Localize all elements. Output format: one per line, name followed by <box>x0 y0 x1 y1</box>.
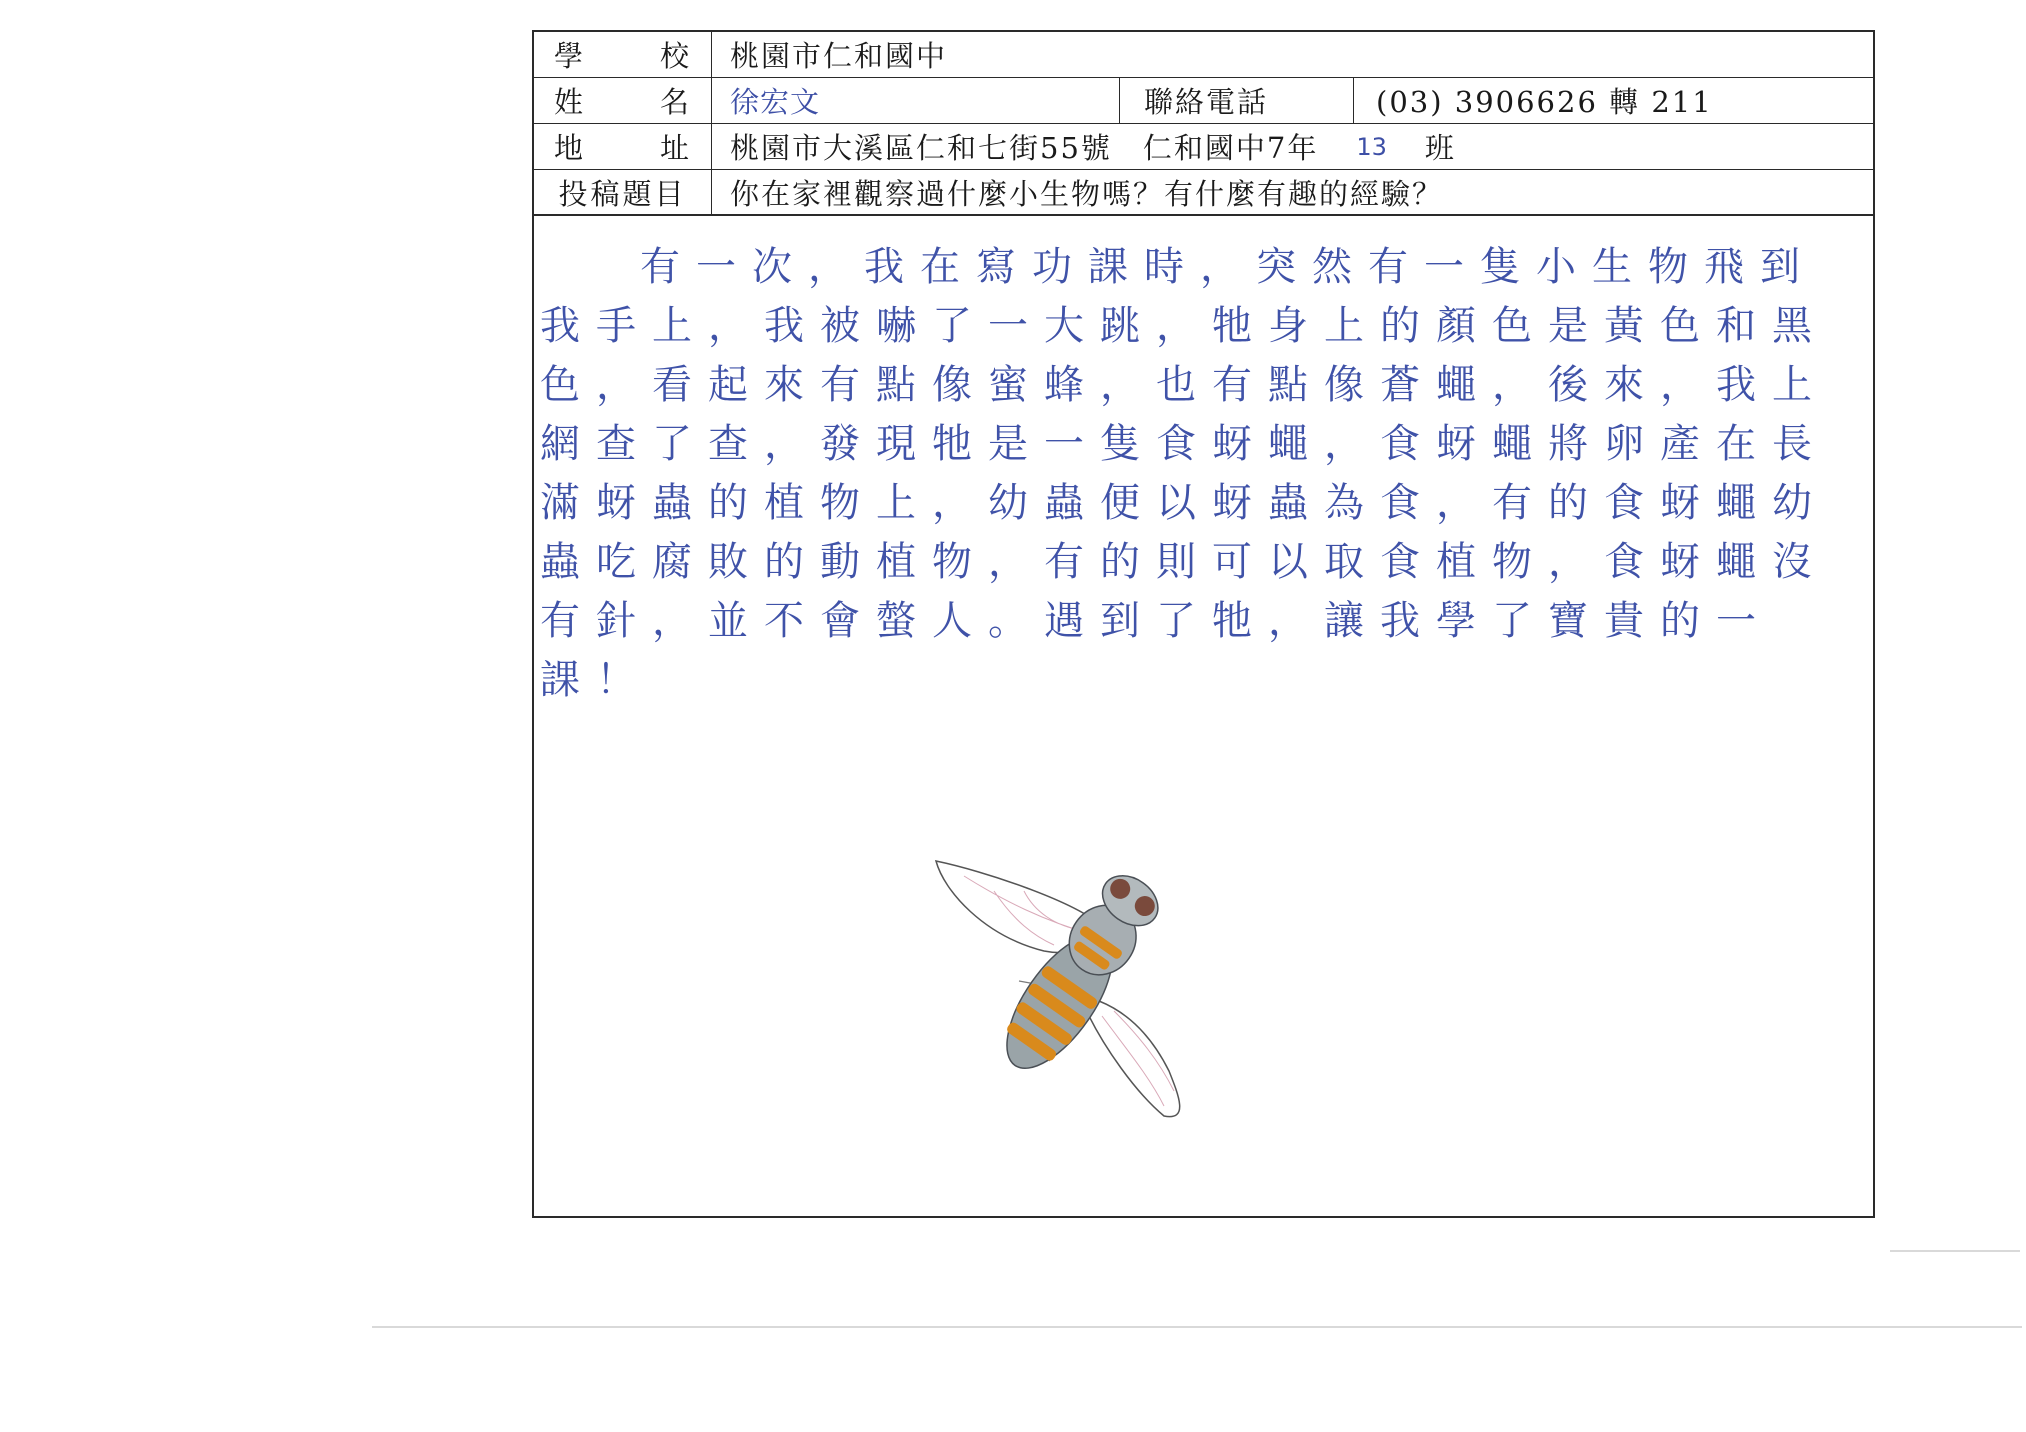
school-label <box>534 32 712 77</box>
school-label-char-2: 校 <box>659 39 691 73</box>
phone-label: 聯絡電話 <box>1120 78 1354 123</box>
school-value: 桃園市仁和國中 <box>730 39 948 73</box>
name-label <box>534 78 712 123</box>
phone-value: (03) 3906626 轉 211 <box>1376 85 1713 119</box>
scan-edge-mark <box>372 1326 2022 1328</box>
school-row <box>534 32 1873 78</box>
school-label-char-1: 學 <box>554 39 586 73</box>
address-row <box>534 124 1873 170</box>
topic-label: 投稿題目 <box>534 170 712 214</box>
topic-row <box>534 170 1873 216</box>
address-label-char-2: 址 <box>659 131 691 165</box>
name-label-char-1: 姓 <box>554 85 586 119</box>
essay-text: 有一次，我在寫功課時，突然有一隻小生物飛到我手上，我被嚇了一大跳，牠身上的顏色是黃色和黑色，看起來有點像蜜蜂，也有點像蒼蠅，後來，我上網查了查，發現牠是一隻食蚜蠅，食蚜蠅將卵產在長滿蚜蟲的植物上，幼蟲便以蚜蟲為食，有的食蚜蠅幼蟲吃腐敗的動植物，有的則可以取食植物，食蚜蠅沒有針，並不會螫人。遇到了牠，讓我學了寶貴的一課！ <box>540 244 1828 703</box>
hoverfly-drawing <box>924 831 1264 1131</box>
name-value: 徐宏文 <box>712 78 1120 123</box>
address-label-char-1: 地 <box>554 131 586 165</box>
address-value <box>712 124 1873 169</box>
essay-box <box>534 216 1873 1216</box>
address-label <box>534 124 712 169</box>
class-suffix: 班 <box>1424 131 1456 165</box>
topic-value: 你在家裡觀察過什麼小生物嗎？有什麼有趣的經驗？ <box>730 176 1444 211</box>
name-label-char-2: 名 <box>659 85 691 119</box>
class-number: 13 <box>1356 132 1387 161</box>
submission-form <box>532 30 1875 1218</box>
name-row <box>534 78 1873 124</box>
scan-edge-mark <box>1890 1250 2020 1252</box>
address-text: 桃園市大溪區仁和七街55號 仁和國中7年 <box>730 131 1319 165</box>
